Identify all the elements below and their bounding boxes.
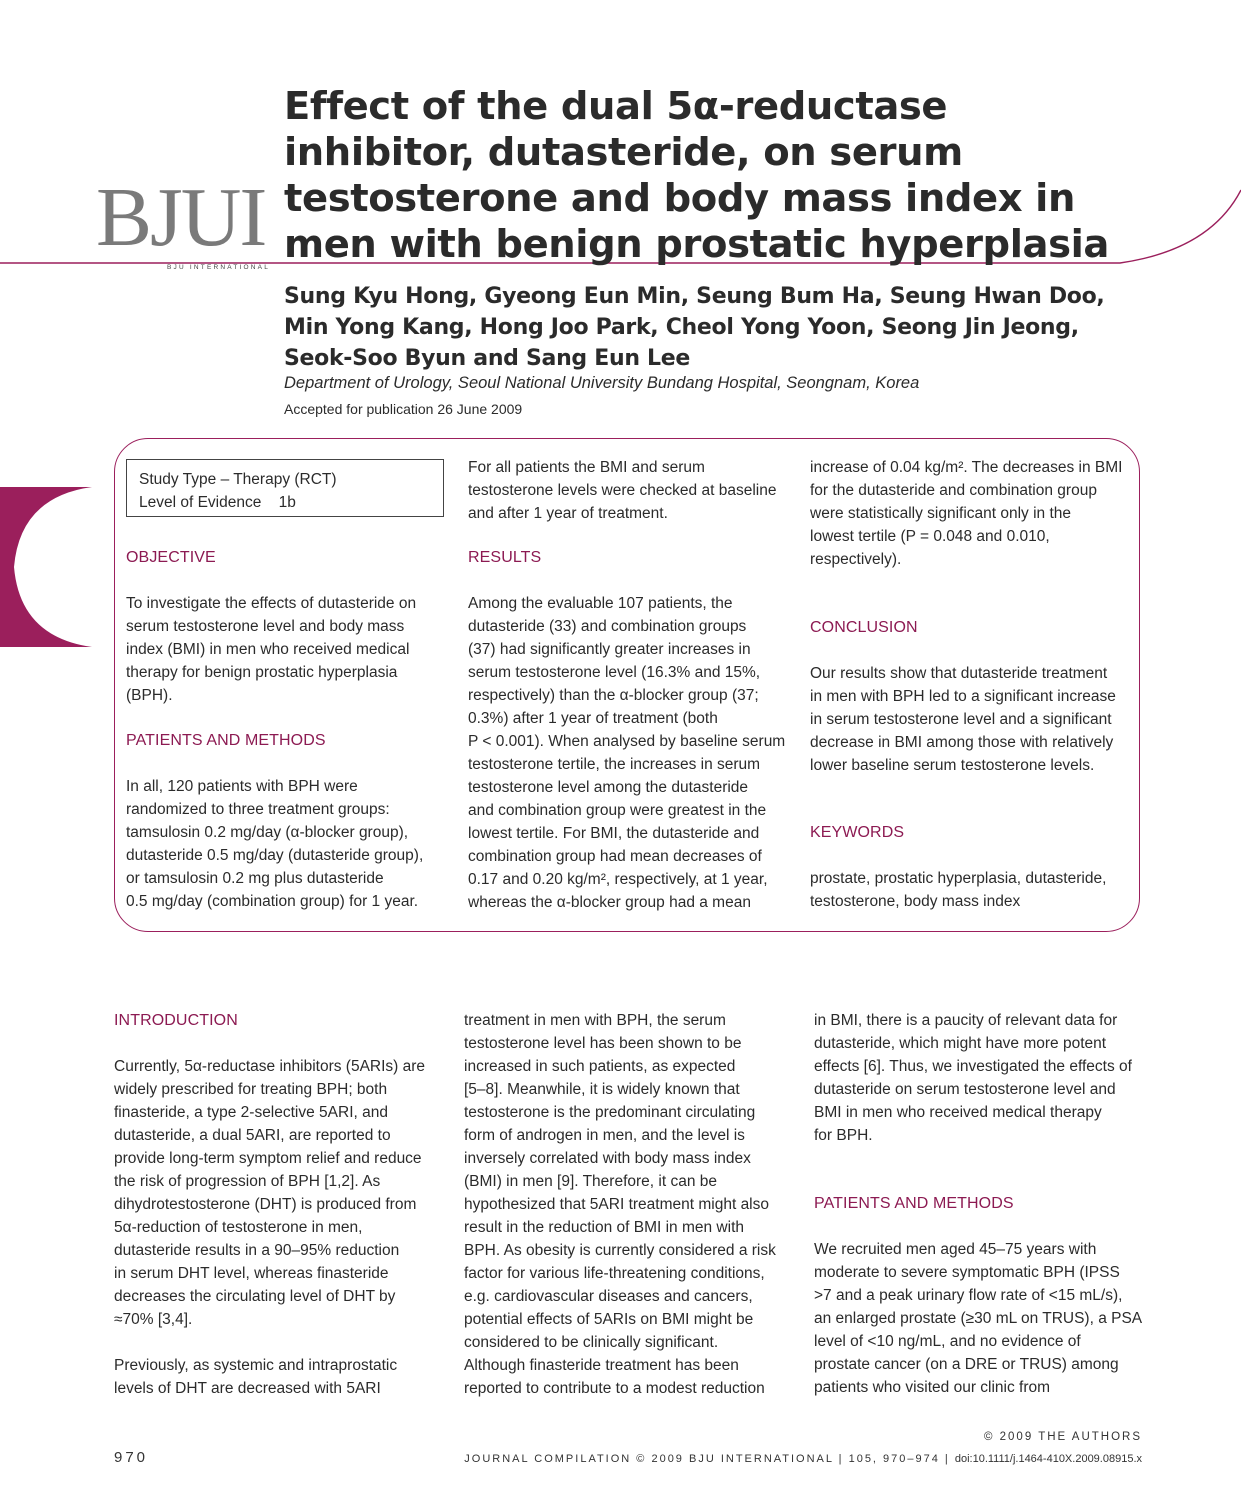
journal-logo-subtext: BJU INTERNATIONAL	[167, 264, 271, 271]
abstract-methods-text-cont: For all patients the BMI and serum testosterone levels were checked at baseline and after 1 year of treatment.	[468, 459, 777, 522]
side-crescent-decoration	[0, 487, 92, 647]
body-methods-text: We recruited men aged 45–75 years with moderate to severe symptomatic BPH (IPSS >7 and a peak urinary flow rate of <15 mL/s), an enlarged prostate (≥30 mL on TRUS), a PSA level of <10 ng/mL, and no evidence of prostate cancer (on a DRE or TRUS) among patients who visited our clinic from	[814, 1241, 1143, 1396]
page-number: 970	[114, 1449, 149, 1466]
footer-journal-info	[464, 1453, 1142, 1465]
results-text: Among the evaluable 107 patients, the dutasteride (33) and combination groups (37) had significantly greater increases in serum testosterone level (16.3% and 15%, respectively) than the α-blocker group (37; 0.3%) after 1 year of treatment (both P < 0.001). When analysed by baseline serum testosterone tertile, the increases in serum testosterone level among the dutasteride and combination group were greatest in the lowest tertile. For BMI, the dutasteride and combination group had mean decreases of 0.17 and 0.20 kg/m², respectively, at 1 year, whereas the α-blocker group had a mean	[468, 595, 786, 911]
article-title: Effect of the dual 5α-reductase inhibitor, dutasteride, on serum testosterone and body mass index in men with benign prostatic hyperplasia	[284, 84, 1109, 267]
keywords-heading: KEYWORDS	[810, 824, 905, 841]
journal-logo: BJUI	[96, 171, 266, 264]
objective-heading: OBJECTIVE	[126, 549, 216, 566]
introduction-paragraph-cont: treatment in men with BPH, the serum testosterone level has been shown to be increased in such patients, as expected [5–8]. Meanwhile, it is widely known that testosterone is the predominant circulating form of androgen in men, and the level is inversely correlated with body mass index (BMI) in men [9]. Therefore, it can be hypothesized that 5ARI treatment might also result in the reduction of BMI in men with BPH. As obesity is currently considered a risk factor for various life-threatening conditions, e.g. cardiovascular diseases and cancers, potential effects of 5ARIs on BMI might be considered to be clinically significant. Although finasteride treatment has been reported to contribute to a modest reduction	[464, 1012, 776, 1397]
article-affiliation: Department of Urology, Seoul National University Bundang Hospital, Seongnam, Korea	[284, 374, 920, 392]
footer-journal-text: JOURNAL COMPILATION © 2009 BJU INTERNATIONAL | 105, 970–974 |	[464, 1453, 955, 1465]
abstract-column-2	[468, 456, 798, 914]
abstract-methods-text: In all, 120 patients with BPH were randomized to three treatment groups: tamsulosin 0.2 mg/day (α-blocker group), dutasteride 0.5 mg/day (dutasteride group), or tamsulosin 0.2 mg plus dutasteride 0.5 mg/day (combination group) for 1 year.	[126, 778, 424, 910]
conclusion-text: Our results show that dutasteride treatment in men with BPH led to a significant increase in serum testosterone level and a significant decrease in BMI among those with relatively lower baseline serum testosterone levels.	[810, 665, 1116, 774]
body-column-3	[814, 1009, 1144, 1399]
abstract-methods-heading: PATIENTS AND METHODS	[126, 732, 326, 749]
results-heading: RESULTS	[468, 549, 542, 566]
introduction-paragraph-1: Currently, 5α-reductase inhibitors (5ARIs) are widely prescribed for treating BPH; both finasteride, a type 2-selective 5ARI, and dutasteride, a dual 5ARI, are reported to provide long-term symptom relief and reduce the risk of progression of BPH [1,2]. As dihydrotestosterone (DHT) is produced from 5α-reduction of testosterone in men, dutasteride results in a 90–95% reduction in serum DHT level, whereas finasteride decreases the circulating level of DHT by ≈70% [3,4].	[114, 1058, 426, 1328]
abstract-column-3	[810, 456, 1135, 913]
body-methods-heading: PATIENTS AND METHODS	[814, 1195, 1014, 1212]
results-text-cont: increase of 0.04 kg/m². The decreases in BMI for the dutasteride and combination group were statistically significant only in the lowest tertile (P = 0.048 and 0.010, respectively).	[810, 459, 1123, 568]
accepted-date: Accepted for publication 26 June 2009	[284, 401, 523, 417]
study-type: Study Type – Therapy (RCT)	[139, 471, 337, 488]
body-column-1	[114, 1009, 449, 1400]
keywords-text: prostate, prostatic hyperplasia, dutasteride, testosterone, body mass index	[810, 870, 1107, 910]
introduction-heading: INTRODUCTION	[114, 1012, 238, 1029]
level-of-evidence: Level of Evidence 1b	[139, 494, 296, 511]
footer-copyright: © 2009 THE AUTHORS	[983, 1431, 1142, 1443]
introduction-paragraph-end: in BMI, there is a paucity of relevant data for dutasteride, which might have more potent effects [6]. Thus, we investigated the effects of dutasteride on serum testosterone level and BMI in men who received medical therapy for BPH.	[814, 1012, 1132, 1144]
introduction-paragraph-2: Previously, as systemic and intraprostatic levels of DHT are decreased with 5ARI	[114, 1357, 398, 1397]
body-column-2	[464, 1009, 799, 1400]
article-authors: Sung Kyu Hong, Gyeong Eun Min, Seung Bum Ha, Seung Hwan Doo, Min Yong Kang, Hong Joo Park, Cheol Yong Yoon, Seong Jin Jeong, Seok-Soo Byun and Sang Eun Lee	[284, 284, 1105, 371]
conclusion-heading: CONCLUSION	[810, 619, 918, 636]
objective-text: To investigate the effects of dutasteride on serum testosterone level and body mass index (BMI) in men who received medical therapy for benign prostatic hyperplasia (BPH).	[126, 595, 417, 704]
footer-doi: doi:10.1111/j.1464-410X.2009.08915.x	[954, 1453, 1142, 1465]
study-type-box	[126, 459, 444, 517]
abstract-column-1	[126, 546, 456, 913]
